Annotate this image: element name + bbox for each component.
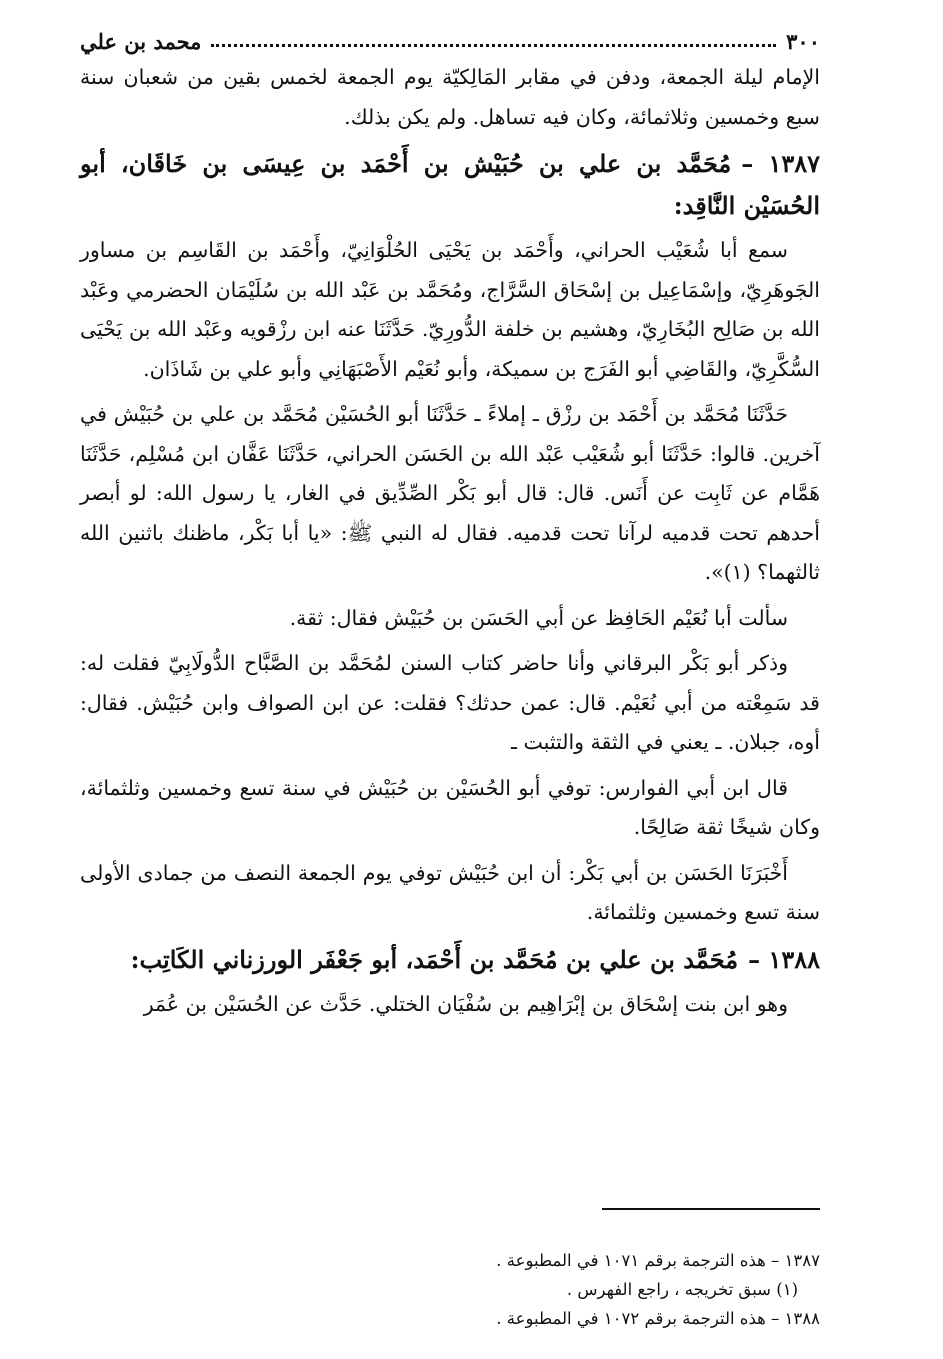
- footnotes: [80, 1246, 820, 1333]
- entry-number: ١٣٨٨ –: [748, 944, 820, 974]
- entry-title: مُحَمَّد بن علي بن حُبَيْش بن أَحْمَد بن عِيسَى بن خَاقَان، أبو الحُسَيْن النَّاقِد:: [80, 149, 820, 220]
- entry-title: مُحَمَّد بن علي بن مُحَمَّد بن أَحْمَد، أبو جَعْفَر الورزناني الكَاتِب:: [130, 944, 739, 974]
- body-paragraph: وذكر أبو بَكْر البرقاني وأنا حاضر كتاب السنن لمُحَمَّد بن الصَّبَّاح الدُّولَابِيّ فقلت له: قد سَمِعْته من أبي نُعَيْم. قال: عمن حدثك؟ فقلت: عن ابن الصواف وابن حُبَيْش. فقال: أوه، جبلان. ـ يعني في الثقة والتثبت ـ: [80, 651, 820, 754]
- entry-heading: [80, 143, 820, 227]
- book-page: [80, 24, 820, 1334]
- body-paragraph: سمع أبا شُعَيْب الحراني، وأَحْمَد بن يَحْيَى الحُلْوَانِيّ، وأَحْمَد بن القَاسِم بن مساور الجَوهَرِيّ، وإسْمَاعِيل بن إسْحَاق السَّرَّاج، ومُحَمَّد بن عَبْد الله بن سُلَيْمَان الحضرمي وعَبْد الله بن صَالِح البُخَارِيّ، وهشيم بن خلفة الدُّورِيّ. حَدَّثَنَا عنه ابن رزْقويه وعَبْد الله بن يَحْيَى السُّكَّرِيّ، والقَاضِي أبو الفَرَج بن سميكة، وأبو نُعَيْم الأَصْبَهَانِي وأبو علي بن شَاذَان.: [80, 238, 820, 381]
- page-number: ٣٠٠: [786, 28, 820, 54]
- footnote-line: ١٣٨٨ – هذه الترجمة برقم ١٠٧٢ في المطبوعة .: [496, 1309, 820, 1328]
- running-header-title: محمد بن علي: [80, 28, 202, 54]
- body-paragraph: أَخْبَرَنَا الحَسَن بن أبي بَكْر: أن ابن حُبَيْش توفي يوم الجمعة النصف من جمادى الأولى سنة تسع وخمسين وثلثمائة.: [80, 860, 820, 924]
- header-dot-leader: [211, 44, 776, 47]
- footnote-separator: [602, 1208, 820, 1210]
- entry-number: ١٣٨٧ –: [741, 149, 820, 178]
- body-paragraph: الإمام ليلة الجمعة، ودفن في مقابر المَالِكيّة يوم الجمعة لخمس بقين من شعبان سنة سبع وخمسين وثلاثمائة، وكان فيه تساهل. ولم يكن بذلك.: [80, 65, 820, 129]
- running-header: [80, 24, 820, 58]
- footnote-line: (١) سبق تخريجه ، راجع الفهرس .: [566, 1280, 798, 1299]
- body-paragraph: وهو ابن بنت إسْحَاق بن إبْرَاهِيم بن سُفْيَان الختلي. حَدَّث عن الحُسَيْن بن عُمَر: [143, 991, 788, 1016]
- footnote-line: ١٣٨٧ – هذه الترجمة برقم ١٠٧١ في المطبوعة .: [496, 1251, 820, 1270]
- entry-heading: [80, 939, 820, 981]
- body-paragraph: حَدَّثَنَا مُحَمَّد بن أَحْمَد بن رزْق ـ إملاءً ـ حَدَّثَنَا أبو الحُسَيْن مُحَمَّد بن علي بن حُبَيْش في آخرين. قالوا: حَدَّثَنَا أبو شُعَيْب عَبْد الله بن الحَسَن الحراني، حَدَّثَنَا عَفَّان ابن مُسْلِم، حَدَّثَنَا هَمَّام عن ثَابِت عن أَنَس. قال: قال أبو بَكْر الصِّدِّيق في الغار، يا رسول الله: لو أبصر أحدهم تحت قدميه لرآنا تحت قدميه. فقال له النبي ﷺ: «يا أبا بَكْر، ماظنك باثنين الله ثالثهما؟ (١)».: [80, 402, 820, 584]
- body-paragraph: قال ابن أبي الفوارس: توفي أبو الحُسَيْن بن حُبَيْش في سنة تسع وخمسين وثلثمائة، وكان شيخًا ثقة صَالِحًا.: [80, 775, 820, 839]
- body-paragraph: سألت أبا نُعَيْم الحَافِظ عن أبي الحَسَن بن حُبَيْش فقال: ثقة.: [289, 605, 788, 630]
- page-body: [80, 58, 820, 1024]
